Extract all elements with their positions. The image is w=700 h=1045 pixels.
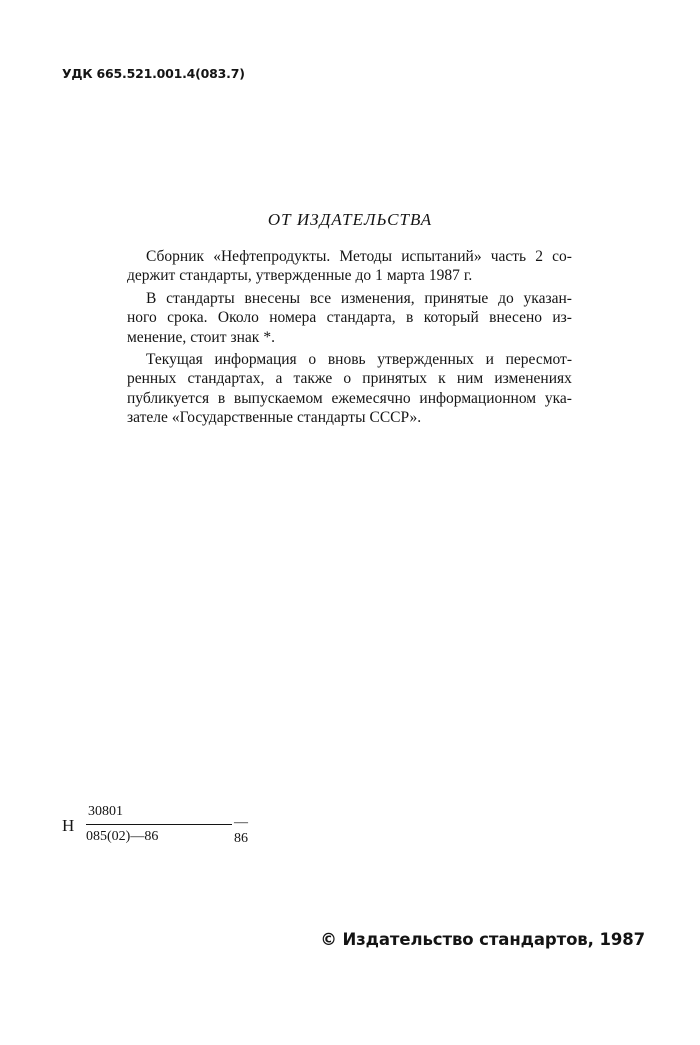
word: г.: [463, 267, 473, 285]
word: ренных: [127, 370, 177, 388]
word: СССР».: [369, 409, 422, 427]
word: принятых: [362, 370, 427, 388]
word: до: [498, 289, 514, 307]
word: также: [293, 370, 333, 388]
paragraph-2-line-3: [127, 328, 572, 347]
word: утвержденные: [255, 267, 352, 285]
word: стандарты: [166, 289, 235, 307]
word: изменениях: [494, 370, 572, 388]
word: принятые: [424, 289, 489, 307]
word: до: [355, 267, 372, 285]
word: а: [275, 370, 283, 388]
word: стандарты: [296, 409, 366, 427]
word: 1: [375, 267, 383, 285]
word: информация: [214, 351, 297, 369]
publisher-note: [127, 247, 572, 428]
word: и: [485, 351, 494, 369]
code-letter: Н: [62, 816, 75, 835]
paragraph-2-line-2: [127, 308, 572, 327]
word: все: [309, 289, 332, 307]
word: держит: [127, 267, 176, 285]
publication-code: [62, 804, 248, 854]
word: со-: [552, 248, 572, 265]
udk-code: УДК 665.521.001.4(083.7): [62, 66, 245, 81]
word: который: [423, 309, 479, 327]
paragraph-3-line-4: [127, 408, 572, 427]
word: *.: [263, 328, 275, 346]
word: пересмот-: [505, 351, 572, 369]
word: в: [217, 389, 226, 407]
word: часть: [490, 248, 527, 265]
word: внесены: [244, 289, 301, 307]
word: ука-: [544, 389, 572, 407]
word: Сборник: [146, 248, 205, 265]
word: из-: [552, 309, 572, 327]
word: В: [146, 289, 157, 307]
word: внесено: [489, 309, 542, 327]
word: к: [438, 370, 446, 388]
word: о: [343, 370, 352, 388]
word: утвержденных: [377, 351, 474, 369]
word: изменения,: [340, 289, 415, 307]
word: 2: [535, 248, 544, 265]
paragraph-3-line-2: [127, 369, 572, 388]
word: информационном: [419, 389, 537, 407]
code-numerator: 30801: [88, 804, 123, 819]
word: ного: [127, 309, 157, 327]
word: Текущая: [146, 351, 203, 369]
code-suffix: —86: [234, 815, 248, 846]
word: Методы: [339, 248, 393, 265]
word: о: [308, 351, 317, 369]
word: в: [406, 309, 414, 327]
word: срока.: [167, 309, 208, 327]
word: стандарта,: [326, 309, 396, 327]
word: номера: [269, 309, 317, 327]
word: марта: [386, 267, 425, 285]
word: стандарты,: [179, 267, 252, 285]
fraction-rule: [86, 824, 232, 825]
code-denominator: 085(02)—86: [86, 829, 159, 844]
copyright-notice: © Издательство стандартов, 1987: [320, 930, 645, 949]
word: ним: [456, 370, 484, 388]
paragraph-3-line-1: [127, 350, 572, 369]
paragraph-1-line-1: [127, 247, 572, 266]
word: стандартах,: [187, 370, 265, 388]
word: зателе: [127, 409, 168, 427]
word: знак: [230, 328, 260, 346]
word: «Государственные: [171, 409, 293, 427]
paragraph-2-line-1: [127, 289, 572, 308]
word: вновь: [327, 351, 366, 369]
word: ежемесячно: [331, 389, 411, 407]
word: менение,: [127, 328, 187, 346]
word: «Нефтепродукты.: [213, 248, 331, 265]
word: 1987: [428, 267, 460, 285]
word: испытаний»: [401, 248, 482, 265]
page-heading: ОТ ИЗДАТЕЛЬСТВА: [267, 210, 433, 229]
paragraph-1-line-2: [127, 266, 572, 285]
word: Около: [217, 309, 259, 327]
word: указан-: [523, 289, 572, 307]
word: стоит: [190, 328, 227, 346]
word: публикуется: [127, 389, 210, 407]
word: выпускаемом: [233, 389, 323, 407]
paragraph-3-line-3: [127, 389, 572, 408]
